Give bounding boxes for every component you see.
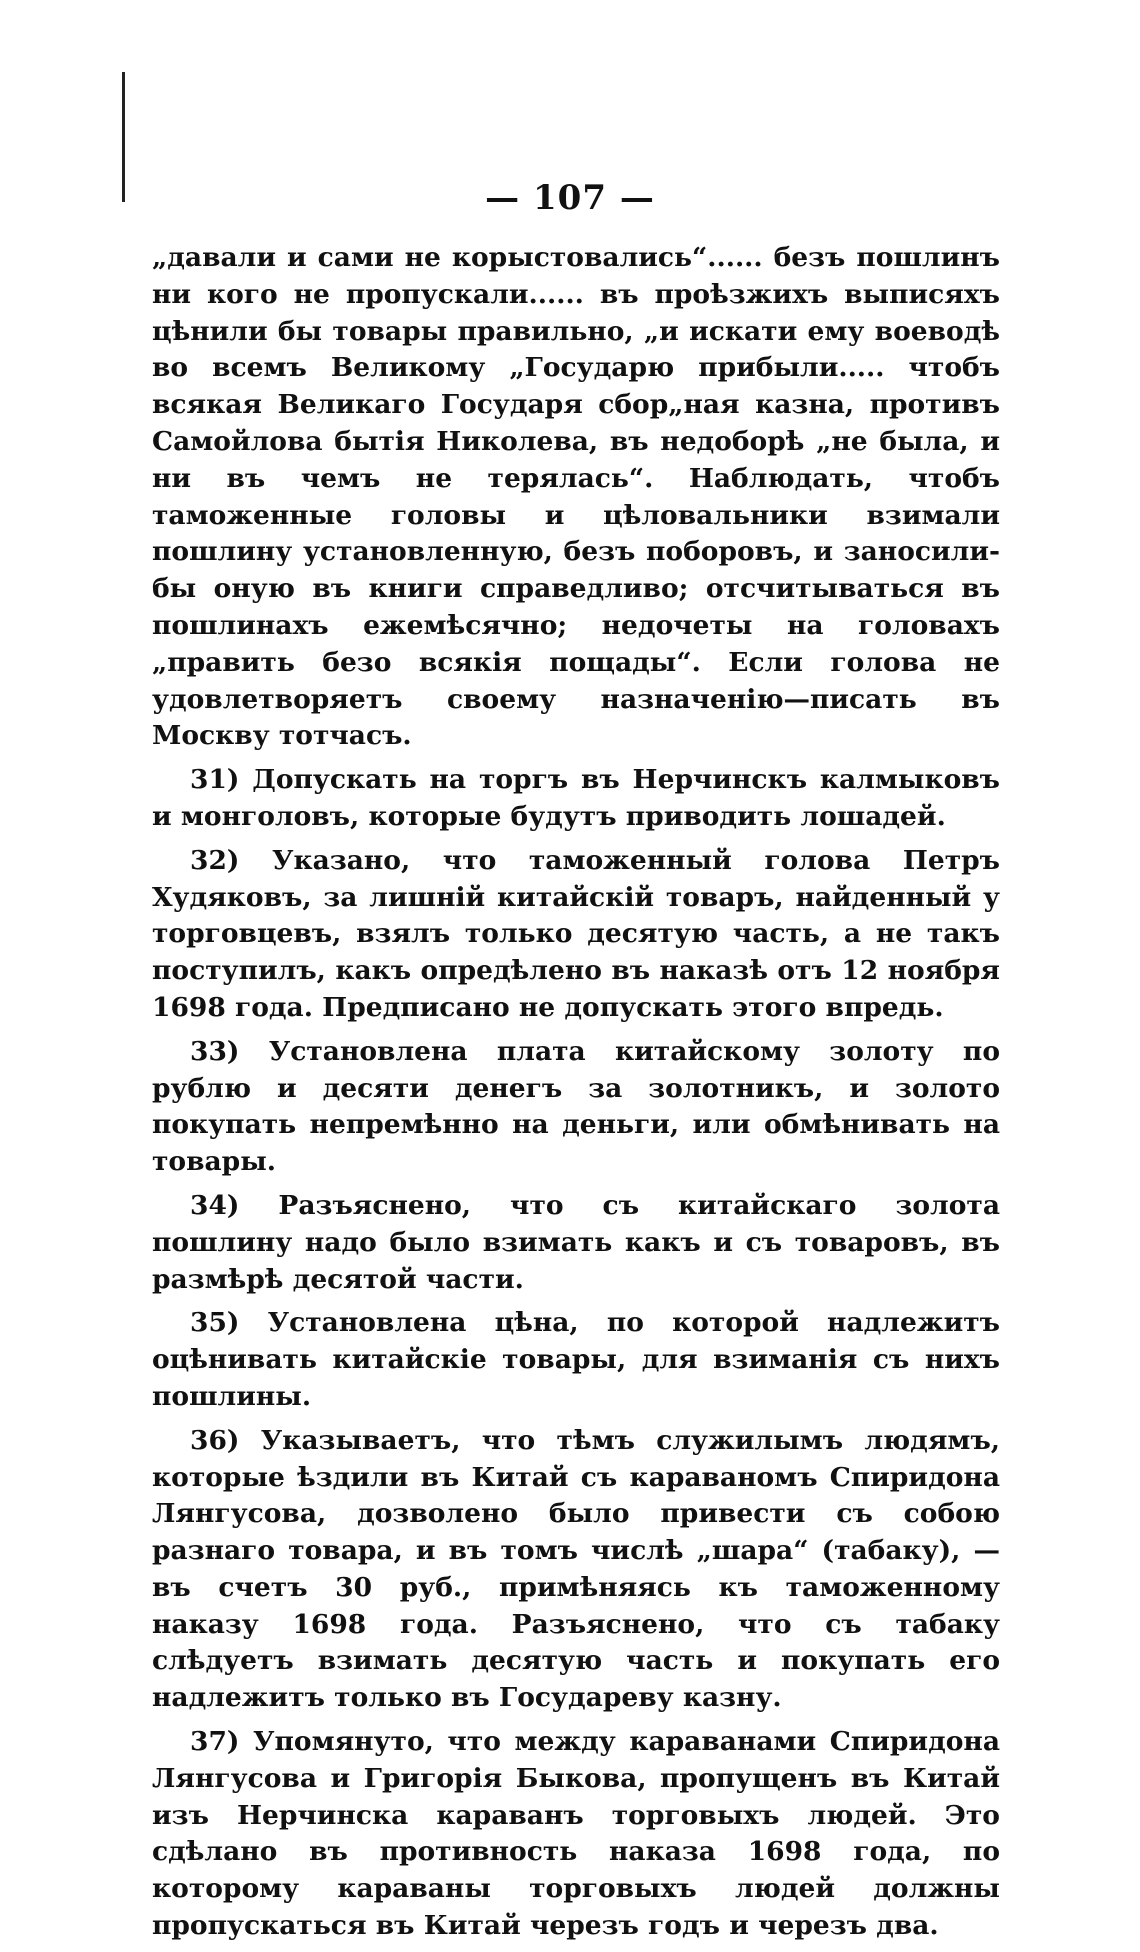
paragraph-35: 35) Установлена цѣна, по которой надлежитъ оцѣнивать китайскіе товары, для взиманія съ нихъ пошлины.	[152, 1307, 1000, 1412]
paragraph-31: 31) Допускать на торгъ въ Нерчинскъ калмыковъ и монголовъ, которые будутъ приводить лошадей.	[152, 764, 1000, 832]
paragraph-37: 37) Упомянуто, что между караванами Спиридона Лянгусова и Григорія Быкова, пропущенъ въ Китай изъ Нерчинска караванъ торговыхъ людей. Это сдѣлано въ противность наказа 1698 года, по которому караваны торговыхъ людей должны пропускаться въ Китай черезъ годъ и черезъ два.	[152, 1726, 1000, 1942]
paragraph-34: 34) Разъяснено, что съ китайскаго золота пошлину надо было взимать какъ и съ товаровъ, въ размѣрѣ десятой части.	[152, 1189, 1000, 1295]
paragraph-32: 32) Указано, что таможенный голова Петръ Худяковъ, за лишній китайскій товаръ, найденный у торговцевъ, взялъ только десятую часть, а не такъ поступилъ, какъ опредѣлено въ наказѣ отъ 12 ноября 1698 года. Предписано не допускать этого впредь.	[152, 844, 1000, 1023]
paragraph-36: 36) Указываетъ, что тѣмъ служилымъ людямъ, которые ѣздили въ Китай съ караваномъ Спиридона Лянгусова, дозволено было привести съ собою разнаго товара, и въ томъ числѣ „шара“ (табаку), — въ счетъ 30 руб., примѣняясь къ таможенному наказу 1698 года. Разъяснено, что съ табаку слѣдуетъ взимать десятую часть и покупать его надлежитъ только въ Государеву казну.	[152, 1424, 1000, 1714]
paragraph-33: 33) Установлена плата китайскому золоту по рублю и десяти денегъ за золотникъ, и золото покупать непремѣнно на деньги, или обмѣнивать на товары.	[152, 1035, 1000, 1178]
page-number: — 107 —	[485, 178, 655, 218]
page-body	[152, 240, 1000, 1952]
paragraph-continuation: „давали и сами не корыстовались“...... безъ пошлинъ ни кого не пропускали...... въ проѣзжихъ выписяхъ цѣнили бы товары правильно, „и искати ему воеводѣ во всемъ Великому „Государю прибыли..... чтобъ всякая Великаго Государя сбор„ная казна, противъ Самойлова бытія Николева, въ недоборѣ „не была, и ни въ чемъ не терялась“. Наблюдать, чтобъ таможенные головы и цѣловальники взимали пошлину установленную, безъ поборовъ, и заносили-бы оную въ книги справедливо; отсчитываться въ пошлинахъ ежемѣсячно; недочеты на головахъ „править безо всякія пощады“. Если голова не удовлетворяетъ своему назначенію—писать въ Москву тотчасъ.	[152, 242, 1000, 752]
